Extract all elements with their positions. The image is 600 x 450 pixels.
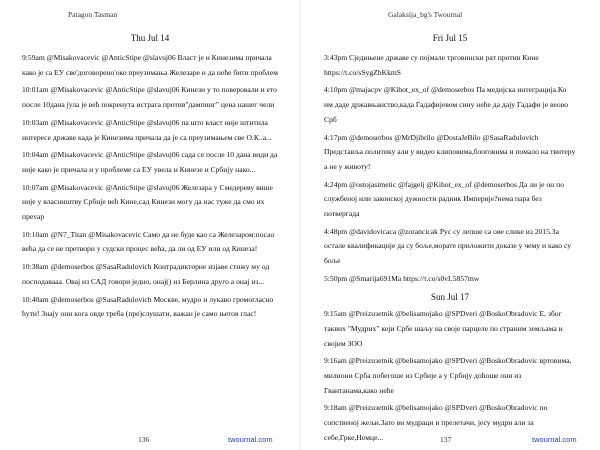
tweet-entry: 4:17pm @demoserbos @MrDjibrilo @DostaJeBilo @SasaRadulovich Представља политику али у видео клиповима,блоговима и помало на твитеру а не у животу! <box>324 132 576 171</box>
tweet-entry: 4:10pm @majacpv @Kihot_ex_of @demoserbos Па медијска интеграција.Ко им даде државњанство,када Гадафијевом сину неће да дају Гадафи је веово Срб <box>324 85 569 124</box>
tweet-entry: 10:03am @Misakovacevic @AnticStipe @slavuj06 па што власт није штитила интересе државе када је Кинезима причала да је са преузимањем све О.К..а... <box>22 117 272 142</box>
right-entries <box>324 51 576 449</box>
tweet-entry: 4:48pm @davidovicaca @zoranciсak Рус су лепше са ове слике из 2015.За остале квалификације да су боље,морате приложити доказе у чему и како су боље <box>324 226 572 266</box>
right-running-head: Galaksija_bg's Twournal <box>388 10 463 19</box>
tweet-entry: 9:59am @Misakovacevic @AnticStipe @slavuj06 Власт је и Кинезима причала како је са ЕУ све'договорено'око преузимања Железаре и да неће бити проблем <box>22 53 278 77</box>
right-page-number: 137 <box>440 435 452 444</box>
left-day-heading: Thu Jul 14 <box>130 33 170 43</box>
tweet-entry: 9:15am @Preizuзetnik @belisamojako @SPDveri @BoskoObradovic Е, због таквих "Мудрих" који Србе шаљу на своје парцеле по страним земљама и својим ЗОО <box>324 309 563 348</box>
tweet-entry: 10:01am @Misakovacevic @AnticStipe @slavuj06 Кинези у то поверовали и ето после 10дана јула је већ покренута истрага против"дампинг" цена нашег чели <box>22 85 277 110</box>
tweet-entry: 10:07am @Misakovacevic @AnticStipe @slavuj06 Железара у Смедереву више није у власништву Србије већ Кине,сад Кинези могу да нас туже да смо их преvар <box>22 182 273 222</box>
tweet-entry: 5:50pm @Smarija691Ма https://t.co/s0vL5857mw <box>324 273 480 283</box>
tweet-entry: 4:24pm @ostojasimetic @fajgelj @Kihot_ex_of @demoserbos Да ли је он по службеној или законској дужности радник Империје?нема пара без потвергада <box>324 179 564 219</box>
left-running-head: Patagon Tasman <box>68 10 118 19</box>
page-gutter <box>299 0 301 450</box>
left-entries <box>22 51 278 325</box>
tweet-entry: 9:18am @Preizuзetnik @belisamojako @SPDveri @BoskoObradovic по сопственој жељи.Зато ви мудраци и прелетачи, јесу мудри али за себе,Грке,Немце... <box>324 403 548 442</box>
tweet-entry: 3:43pm Сједињене државе су појмале трговински рат против Кине https://t.co/sSygZbKkmS <box>324 53 539 77</box>
tweet-entry: 10:04am @Misakovacevic @AnticStipe @slavuj06 сада се после 10 дана види да није како је причала и у проблеме са ЕУ увела и Кинезе и Србију нако... <box>22 150 278 174</box>
right-day-heading: Fri Jul 15 <box>432 33 468 43</box>
left-footer-link[interactable]: twournal.com <box>228 435 273 444</box>
tweet-entry: 10:40am @demoserbos @SasaRadulovich Москве, мудро и лукаво громогласно ћути! Знају они кога овде треба (пре)слушати, важан је само његов глас! <box>22 294 274 319</box>
right-day-heading-2: Sun Jul 17 <box>430 291 469 302</box>
tweet-entry: 10:38am @demoserbos @SasaRadulovich Контрадикторне изјаве стижу му од посподавааа. Овај из САД говори једно, онај() из Берлина друго а онај из... <box>22 262 270 286</box>
left-page-number: 136 <box>138 435 150 444</box>
tweet-entry: 9:16am @Preizuзetnik @belisamojako @SPDveri @BoskoObradovic вртовима, милиони Срба побегоше из Србије а у Србију доћоше они из Гвантанамa,како неће <box>324 356 572 395</box>
right-footer-link[interactable]: twournal.com <box>532 435 577 444</box>
tweet-entry: 10:10am @N7_Titan @Misakovacevic Само да не буде као са Железаром:посао већа да се не претворн у судски процес већа, да ли од ЕУ или од Кинеза! <box>22 229 275 254</box>
